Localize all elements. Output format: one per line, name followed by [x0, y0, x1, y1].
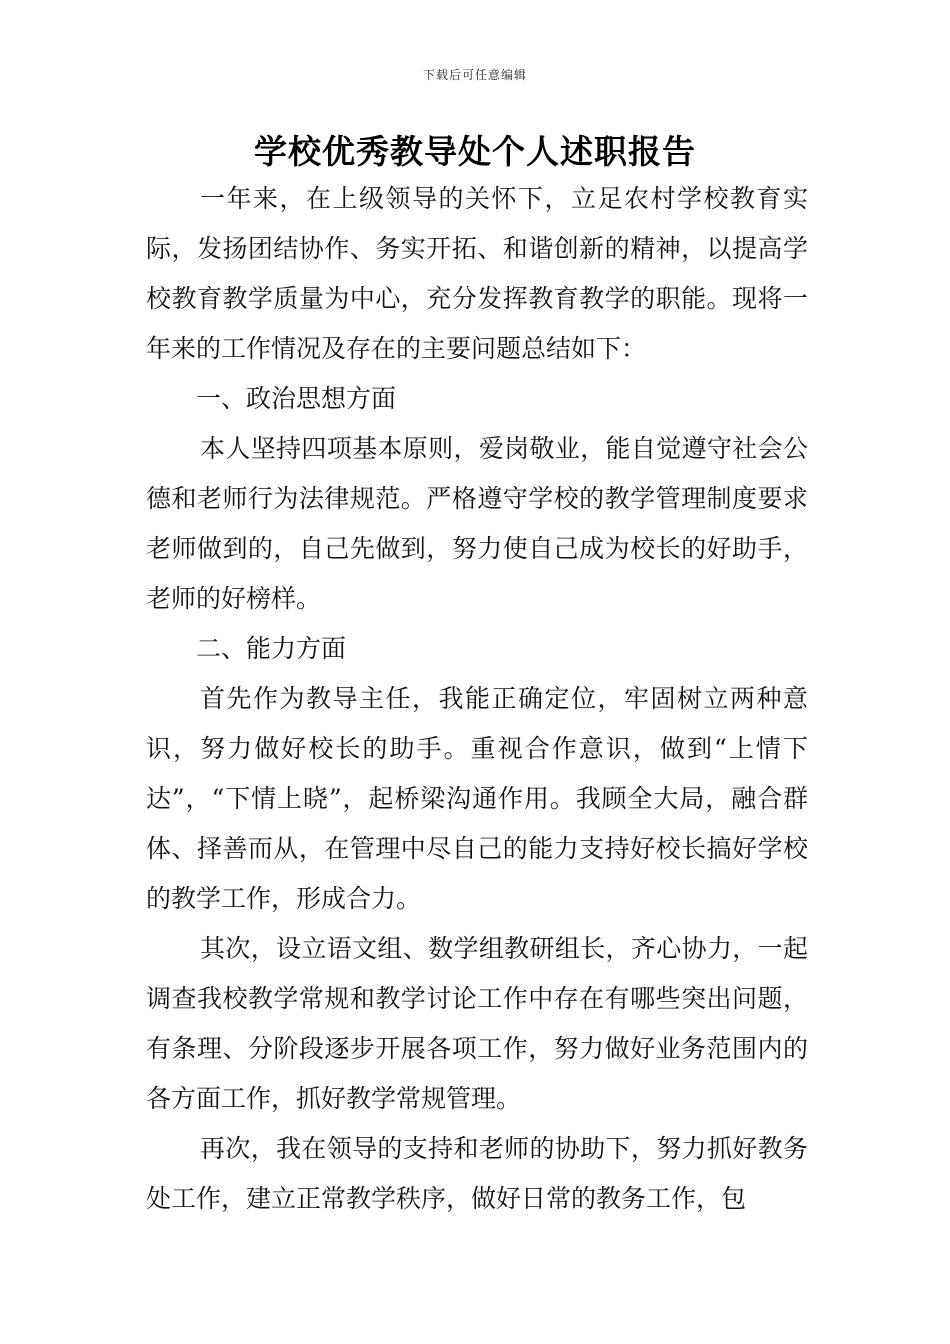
document-body	[146, 174, 808, 1224]
paragraph-intro: 一年来，在上级领导的关怀下，立足农村学校教育实际，发扬团结协作、务实开拓、和谐创新的精神，以提高学校教育教学质量为中心，充分发挥教育教学的职能。现将一年来的工作情况及存在的主要问题总结如下：	[146, 184, 808, 363]
paragraph-ability-first: 首先作为教导主任，我能正确定位，牢固树立两种意识，努力做好校长的助手。重视合作意识，做到“上情下达”，“下情上晓”，起桥梁沟通作用。我顾全大局，融合群体、择善而从，在管理中尽自己的能力支持好校长搞好学校的教学工作，形成合力。	[146, 684, 808, 913]
paragraph-ability-second: 其次，设立语文组、数学组教研组长，齐心协力，一起调查我校教学常规和教学讨论工作中存在有哪些突出问题，有条理、分阶段逐步开展各项工作，努力做好业务范围内的各方面工作，抓好教学常规管理。	[146, 934, 808, 1113]
document-title: 学校优秀教导处个人述职报告	[254, 132, 696, 171]
header-note: 下载后可任意编辑	[422, 68, 527, 82]
section-heading-ability: 二、能力方面	[196, 634, 347, 663]
section-heading-politics: 一、政治思想方面	[196, 384, 397, 413]
paragraph-ability-third: 再次，我在领导的支持和老师的协助下，努力抓好教务处工作，建立正常教学秩序，做好日常的教务工作，包	[146, 1134, 808, 1213]
paragraph-politics: 本人坚持四项基本原则，爱岗敬业，能自觉遵守社会公德和老师行为法律规范。严格遵守学校的教学管理制度要求老师做到的，自己先做到，努力使自己成为校长的好助手，老师的好榜样。	[146, 434, 808, 613]
